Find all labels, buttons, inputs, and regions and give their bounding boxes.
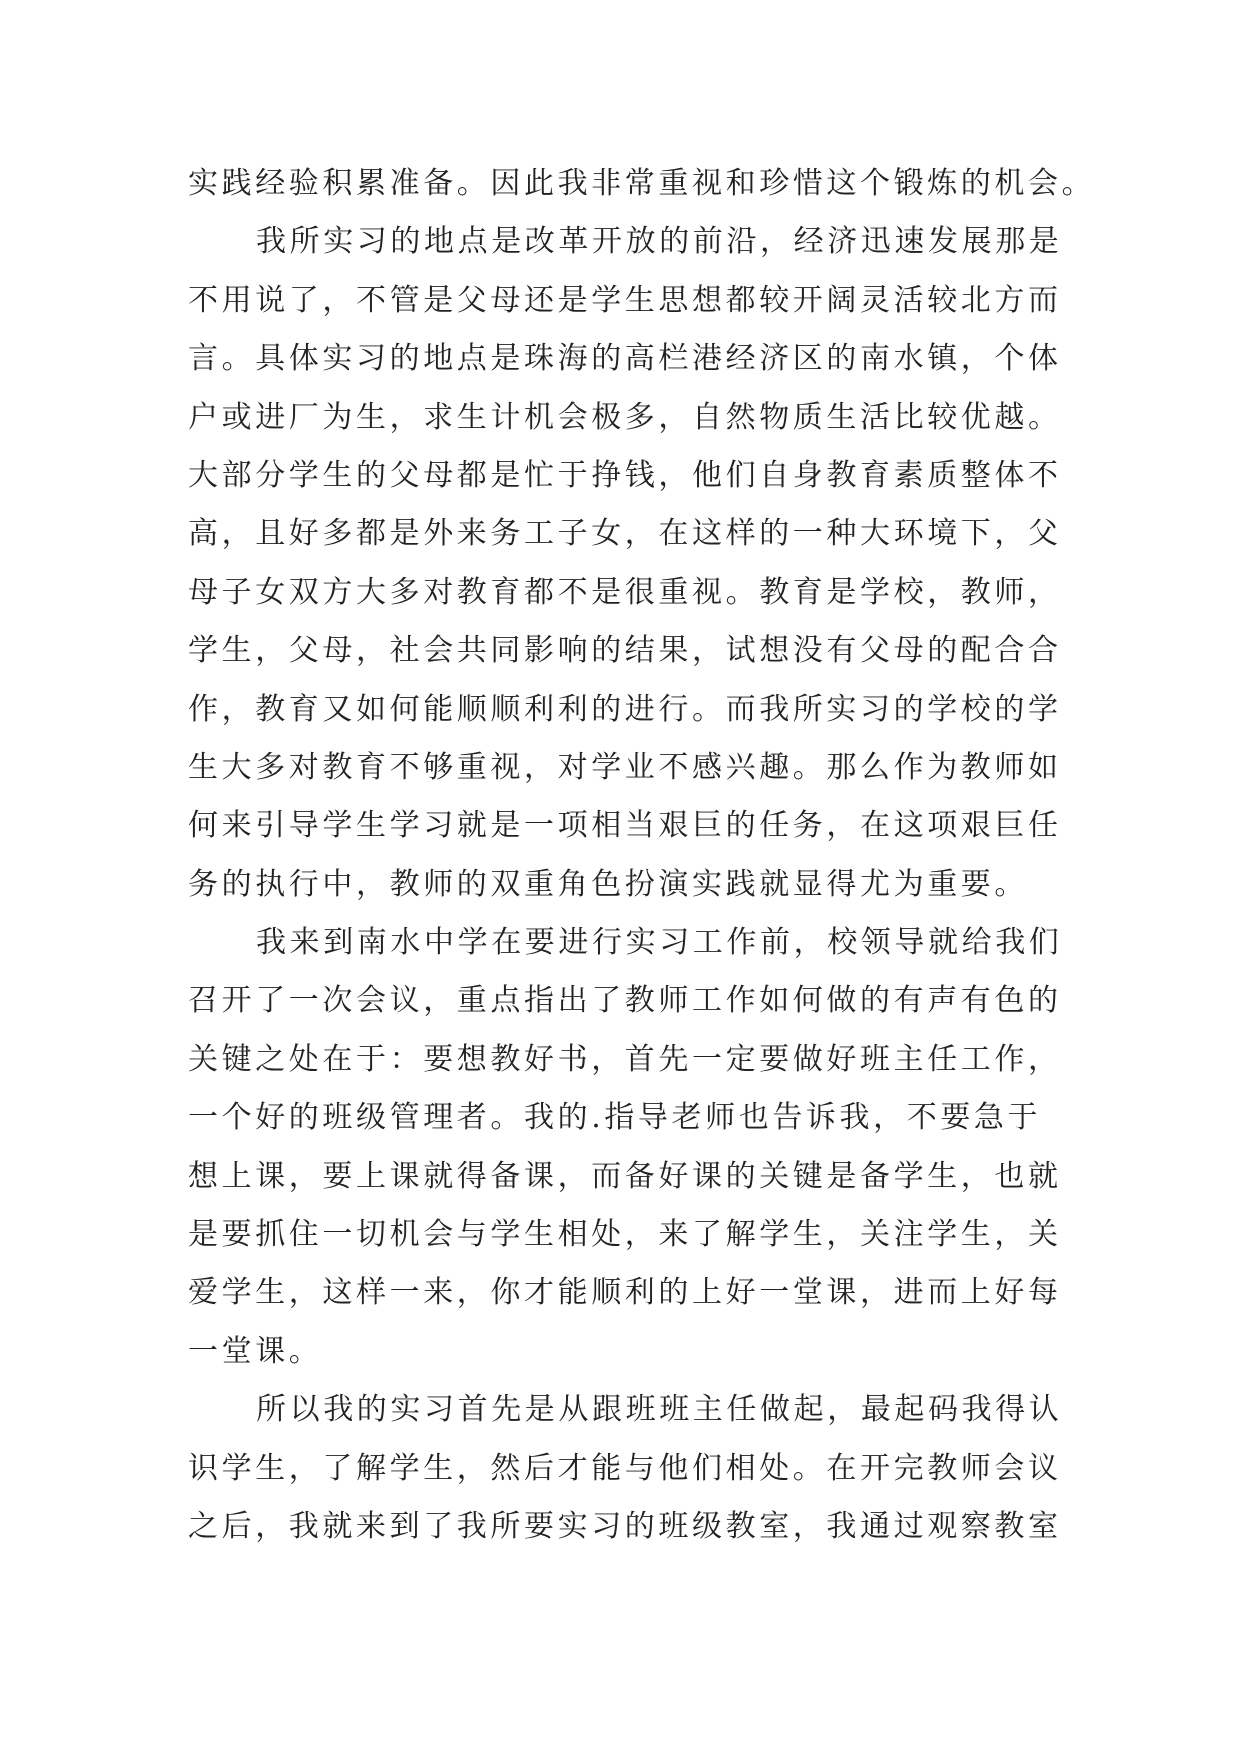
text-line: 大部分学生的父母都是忙于挣钱，他们自身教育素质整体不	[188, 457, 1062, 493]
text-line: 我所实习的地点是改革开放的前沿，经济迅速发展那是	[256, 224, 1063, 260]
text-line: 想上课，要上课就得备课，而备好课的关键是备学生，也就	[188, 1158, 1062, 1194]
text-line: 不用说了，不管是父母还是学生思想都较开阔灵活较北方而	[188, 282, 1062, 318]
text-line: 一堂课。	[188, 1333, 323, 1369]
text-line: 母子女双方大多对教育都不是很重视。教育是学校，教师，	[188, 574, 1062, 610]
text-line: 生大多对教育不够重视，对学业不感兴趣。那么作为教师如	[188, 749, 1062, 785]
text-line: 学生，父母，社会共同影响的结果，试想没有父母的配合合	[188, 633, 1062, 669]
text-line: 爱学生，这样一来，你才能顺利的上好一堂课，进而上好每	[188, 1275, 1062, 1311]
text-line: 是要抓住一切机会与学生相处，来了解学生，关注学生，关	[188, 1217, 1062, 1253]
text-line: 识学生，了解学生，然后才能与他们相处。在开完教师会议	[188, 1450, 1062, 1486]
text-line: 户或进厂为生，求生计机会极多，自然物质生活比较优越。	[188, 399, 1062, 435]
text-line: 作，教育又如何能顺顺利利的进行。而我所实习的学校的学	[188, 691, 1062, 727]
text-line: 我来到南水中学在要进行实习工作前，校领导就给我们	[256, 925, 1063, 961]
text-line: 关键之处在于：要想教好书，首先一定要做好班主任工作，	[188, 1041, 1062, 1077]
text-line: 言。具体实习的地点是珠海的高栏港经济区的南水镇，个体	[188, 341, 1062, 377]
text-line: 召开了一次会议，重点指出了教师工作如何做的有声有色的	[188, 983, 1062, 1019]
text-line: 何来引导学生学习就是一项相当艰巨的任务，在这项艰巨任	[188, 808, 1062, 844]
text-line: 之后，我就来到了我所要实习的班级教室，我通过观察教室	[188, 1508, 1062, 1544]
text-line: 一个好的班级管理者。我的.指导老师也告诉我，不要急于	[188, 1100, 1042, 1136]
text-line: 所以我的实习首先是从跟班班主任做起，最起码我得认	[256, 1392, 1063, 1428]
text-line: 高，且好多都是外来务工子女，在这样的一种大环境下，父	[188, 516, 1062, 552]
body-text	[188, 155, 1096, 1556]
text-line: 实践经验积累准备。因此我非常重视和珍惜这个锻炼的机会。	[188, 166, 1096, 201]
text-line: 务的执行中，教师的双重角色扮演实践就显得尤为重要。	[188, 866, 1028, 902]
